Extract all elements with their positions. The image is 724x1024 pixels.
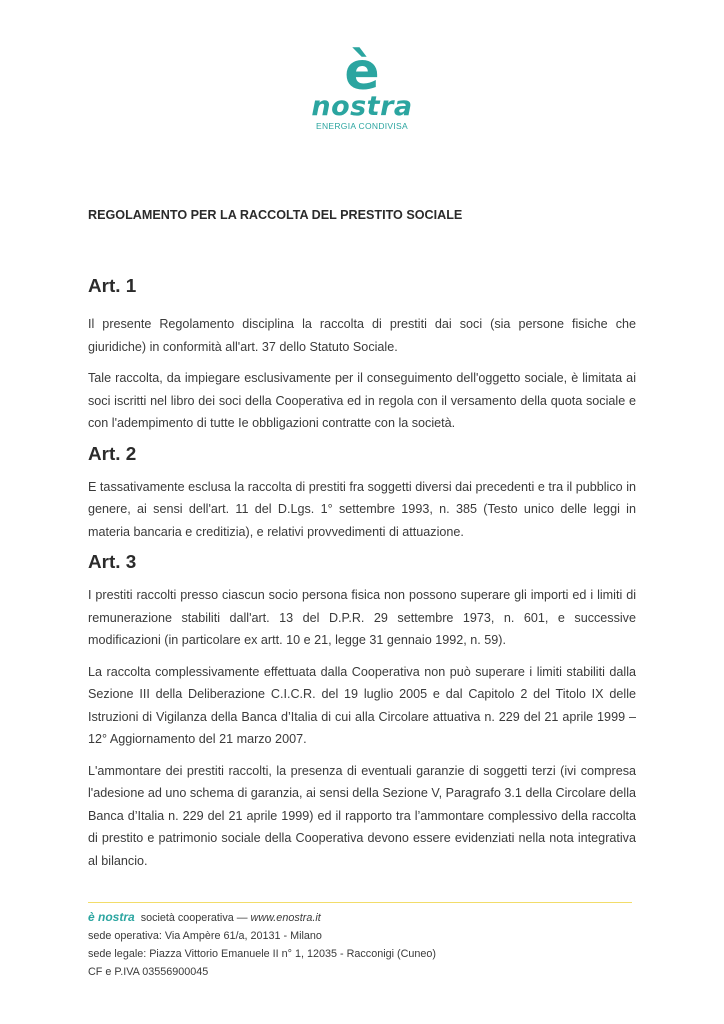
logo (0, 42, 724, 131)
document-body (88, 204, 636, 872)
article-1-heading: Art. 1 (88, 276, 137, 297)
footer-website-link[interactable]: www.enostra.it (250, 912, 321, 924)
article-3-paragraph: La raccolta complessivamente effettuata dalla Cooperativa non può superare i limiti stabiliti dalla Sezione III della Deliberazione C.I.C.R. del 19 luglio 2005 e dal Capitolo 2 del Titolo IX delle Istruzioni di Vigilanza della Banca d’Italia di cui alla Circolare attuativa n. 229 del 21 aprile 1999 – 12° Aggiornamento del 21 marzo 2007. (88, 664, 636, 746)
article-2-heading: Art. 2 (88, 443, 137, 465)
article-1-paragraph: Tale raccolta, da impiegare esclusivamente per il conseguimento dell'oggetto sociale, è limitata ai soci iscritti nel libro dei soci della Cooperativa ed in regola con il versamento della quota sociale e con l'adempimento di tutte Ie obbligazioni contratte con la società. (88, 371, 636, 430)
logo-mark: è (344, 42, 380, 102)
document-title: REGOLAMENTO PER LA RACCOLTA DEL PRESTITO SOCIALE (88, 208, 463, 222)
footer-operational-address: sede operativa: Via Ampère 61/a, 20131 - Milano (88, 930, 322, 942)
article-1-paragraph: Il presente Regolamento disciplina la raccolta di prestiti dai soci (sia persone fisiche che giuridiche) in conformità all'art. 37 dello Statuto Sociale. (88, 317, 636, 354)
article-2-paragraph: E tassativamente esclusa la raccolta di prestiti fra soggetti diversi dai precedenti e tra il pubblico in genere, ai sensi dell'art. 11 del D.Lgs. 1° settembre 1993, n. 385 (Testo unico delle leggi in materia bancaria e creditizia), e relativi provvedimenti di attuazione. (88, 479, 636, 539)
logo-name: nostra (311, 91, 413, 122)
footer-legal-address: sede legale: Piazza Vittorio Emanuele II n° 1, 12035 - Racconigi (Cuneo) (88, 948, 437, 960)
footer-descriptor: società cooperativa — (140, 912, 248, 924)
logo-tagline: ENERGIA CONDIVISA (315, 121, 408, 131)
footer-divider (88, 902, 632, 903)
footer-brand-line (88, 908, 436, 927)
article-3-heading: Art. 3 (88, 552, 137, 573)
footer (88, 908, 436, 981)
article-3-paragraph: I prestiti raccolti presso ciascun socio persona fisica non possono superare gli importi ed i limiti di remunerazione stabiliti dall'art. 13 del D.P.R. 29 settembre 1973, n. 601, e successive modificazioni (in particolare ex artt. 10 e 21, legge 31 gennaio 1992, n. 59). (88, 588, 636, 647)
article-3-paragraph: L'ammontare dei prestiti raccolti, la presenza di eventuali garanzie di soggetti terzi (ivi compresa l'adesione ad uno schema di garanzia, ai sensi della Sezione V, Paragrafo 3.1 della Circolare della Banca d’Italia n. 229 del 21 aprile 1999) ed il rapporto tra l’ammontare complessivo della raccolta di prestito e patrimonio sociale della Cooperativa devono essere evidenziati nella nota integrativa al bilancio. (88, 763, 637, 868)
footer-brand: è nostra (88, 910, 135, 924)
footer-tax-id: CF e P.IVA 03556900045 (88, 966, 209, 978)
